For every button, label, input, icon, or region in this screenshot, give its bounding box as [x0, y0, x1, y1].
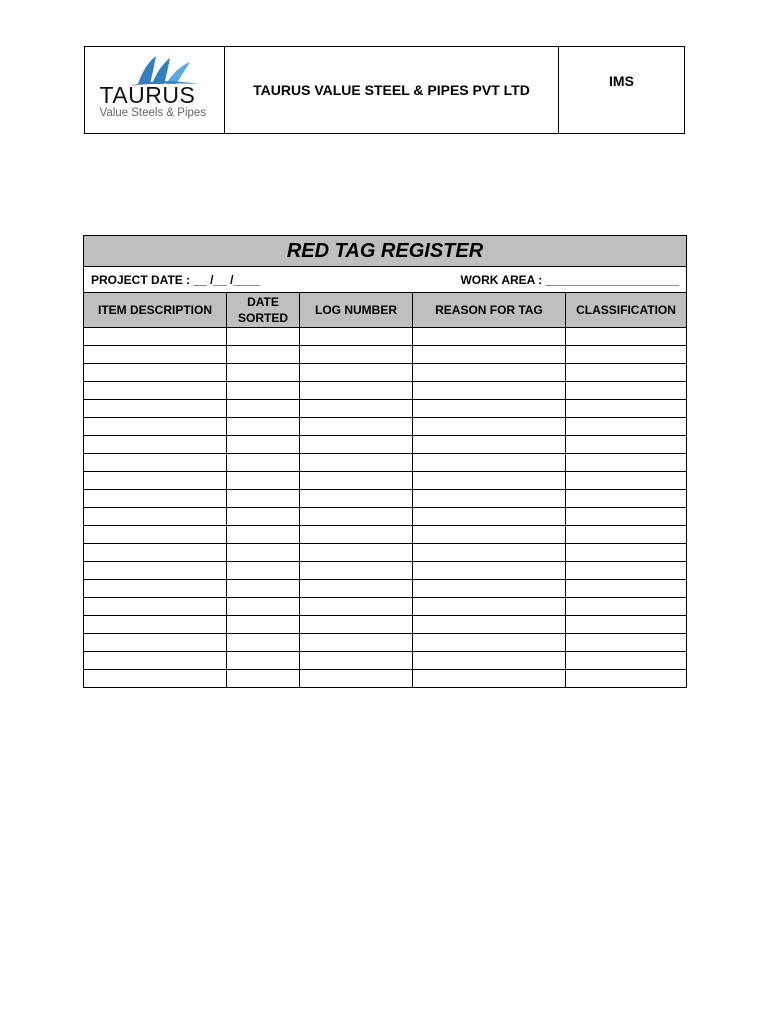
register-row	[84, 526, 687, 544]
register-row	[84, 652, 687, 670]
register-cell-date-sorted[interactable]	[227, 580, 300, 598]
register-cell-classification[interactable]	[566, 526, 687, 544]
red-tag-register-table	[83, 235, 687, 688]
register-row	[84, 544, 687, 562]
register-cell-item-description[interactable]	[84, 562, 227, 580]
register-row	[84, 490, 687, 508]
register-cell-item-description[interactable]	[84, 544, 227, 562]
register-cell-classification[interactable]	[566, 328, 687, 346]
register-cell-item-description[interactable]	[84, 634, 227, 652]
register-cell-log-number[interactable]	[300, 490, 413, 508]
register-row	[84, 670, 687, 688]
column-header-date-sorted-line1: DATE	[247, 295, 279, 309]
register-cell-classification[interactable]	[566, 400, 687, 418]
register-row	[84, 400, 687, 418]
register-cell-item-description[interactable]	[84, 580, 227, 598]
register-cell-classification[interactable]	[566, 652, 687, 670]
register-cell-log-number[interactable]	[300, 598, 413, 616]
register-cell-classification[interactable]	[566, 382, 687, 400]
register-cell-reason-for-tag[interactable]	[413, 490, 566, 508]
register-cell-date-sorted[interactable]	[227, 400, 300, 418]
register-cell-item-description[interactable]	[84, 472, 227, 490]
register-cell-item-description[interactable]	[84, 346, 227, 364]
register-cell-classification[interactable]	[566, 436, 687, 454]
register-cell-date-sorted[interactable]	[227, 472, 300, 490]
register-cell-date-sorted[interactable]	[227, 544, 300, 562]
column-header-item-description: ITEM DESCRIPTION	[84, 293, 227, 328]
logo-wordmark: TAURUS	[99, 82, 196, 108]
register-cell-date-sorted[interactable]	[227, 328, 300, 346]
register-cell-reason-for-tag[interactable]	[413, 652, 566, 670]
register-cell-log-number[interactable]	[300, 508, 413, 526]
register-row	[84, 472, 687, 490]
register-cell-log-number[interactable]	[300, 382, 413, 400]
register-cell-reason-for-tag[interactable]	[413, 418, 566, 436]
register-cell-reason-for-tag[interactable]	[413, 616, 566, 634]
register-row	[84, 454, 687, 472]
register-row	[84, 508, 687, 526]
register-body	[84, 328, 687, 688]
register-cell-log-number[interactable]	[300, 652, 413, 670]
register-cell-log-number[interactable]	[300, 436, 413, 454]
register-row	[84, 598, 687, 616]
work-area-field[interactable]: WORK AREA : ____________________	[460, 272, 680, 287]
register-cell-reason-for-tag[interactable]	[413, 328, 566, 346]
register-cell-reason-for-tag[interactable]	[413, 580, 566, 598]
register-cell-reason-for-tag[interactable]	[413, 598, 566, 616]
register-cell-reason-for-tag[interactable]	[413, 454, 566, 472]
register-cell-date-sorted[interactable]	[227, 346, 300, 364]
register-cell-item-description[interactable]	[84, 526, 227, 544]
register-cell-date-sorted[interactable]	[227, 364, 300, 382]
register-cell-date-sorted[interactable]	[227, 562, 300, 580]
register-cell-reason-for-tag[interactable]	[413, 508, 566, 526]
company-logo	[90, 50, 220, 130]
register-cell-log-number[interactable]	[300, 670, 413, 688]
logo-tagline: Value Steels & Pipes	[99, 107, 207, 119]
register-cell-classification[interactable]	[566, 544, 687, 562]
register-cell-item-description[interactable]	[84, 454, 227, 472]
register-cell-item-description[interactable]	[84, 598, 227, 616]
register-cell-log-number[interactable]	[300, 472, 413, 490]
register-cell-date-sorted[interactable]	[227, 652, 300, 670]
register-cell-log-number[interactable]	[300, 562, 413, 580]
register-row	[84, 436, 687, 454]
column-header-log-number: LOG NUMBER	[300, 293, 413, 328]
register-cell-item-description[interactable]	[84, 616, 227, 634]
column-header-date-sorted	[227, 293, 300, 328]
register-cell-date-sorted[interactable]	[227, 616, 300, 634]
register-cell-reason-for-tag[interactable]	[413, 382, 566, 400]
register-cell-date-sorted[interactable]	[227, 454, 300, 472]
register-row	[84, 382, 687, 400]
register-cell-classification[interactable]	[566, 634, 687, 652]
register-cell-item-description[interactable]	[84, 652, 227, 670]
register-cell-date-sorted[interactable]	[227, 508, 300, 526]
register-cell-log-number[interactable]	[300, 616, 413, 634]
register-row	[84, 346, 687, 364]
company-name: TAURUS VALUE STEEL & PIPES PVT LTD	[225, 47, 559, 134]
register-cell-item-description[interactable]	[84, 418, 227, 436]
column-header-classification: CLASSIFICATION	[566, 293, 687, 328]
register-cell-reason-for-tag[interactable]	[413, 634, 566, 652]
column-header-reason-for-tag: REASON FOR TAG	[413, 293, 566, 328]
register-cell-date-sorted[interactable]	[227, 598, 300, 616]
register-cell-reason-for-tag[interactable]	[413, 364, 566, 382]
register-cell-date-sorted[interactable]	[227, 634, 300, 652]
register-cell-date-sorted[interactable]	[227, 490, 300, 508]
register-cell-log-number[interactable]	[300, 328, 413, 346]
register-cell-classification[interactable]	[566, 454, 687, 472]
register-cell-item-description[interactable]	[84, 400, 227, 418]
register-cell-classification[interactable]	[566, 616, 687, 634]
register-cell-log-number[interactable]	[300, 526, 413, 544]
project-date-field[interactable]: PROJECT DATE : __ /__ /____	[91, 272, 261, 287]
register-cell-classification[interactable]	[566, 670, 687, 688]
register-cell-item-description[interactable]	[84, 328, 227, 346]
register-cell-reason-for-tag[interactable]	[413, 670, 566, 688]
register-cell-reason-for-tag[interactable]	[413, 544, 566, 562]
register-row	[84, 418, 687, 436]
register-row	[84, 634, 687, 652]
register-cell-log-number[interactable]	[300, 634, 413, 652]
register-cell-log-number[interactable]	[300, 544, 413, 562]
register-cell-reason-for-tag[interactable]	[413, 562, 566, 580]
register-cell-date-sorted[interactable]	[227, 418, 300, 436]
register-cell-log-number[interactable]	[300, 454, 413, 472]
register-title: RED TAG REGISTER	[84, 236, 687, 267]
register-cell-log-number[interactable]	[300, 364, 413, 382]
register-cell-classification[interactable]	[566, 508, 687, 526]
register-cell-classification[interactable]	[566, 364, 687, 382]
register-cell-log-number[interactable]	[300, 580, 413, 598]
register-cell-reason-for-tag[interactable]	[413, 436, 566, 454]
register-cell-classification[interactable]	[566, 562, 687, 580]
register-cell-reason-for-tag[interactable]	[413, 400, 566, 418]
register-cell-classification[interactable]	[566, 418, 687, 436]
register-cell-classification[interactable]	[566, 580, 687, 598]
register-cell-classification[interactable]	[566, 490, 687, 508]
register-row	[84, 328, 687, 346]
register-row	[84, 616, 687, 634]
register-cell-item-description[interactable]	[84, 670, 227, 688]
register-cell-classification[interactable]	[566, 598, 687, 616]
register-cell-log-number[interactable]	[300, 400, 413, 418]
register-cell-log-number[interactable]	[300, 346, 413, 364]
register-cell-reason-for-tag[interactable]	[413, 346, 566, 364]
register-cell-reason-for-tag[interactable]	[413, 472, 566, 490]
register-cell-item-description[interactable]	[84, 382, 227, 400]
logo-cell	[85, 47, 225, 134]
column-header-date-sorted-line2: SORTED	[237, 311, 288, 325]
system-code: IMS	[559, 47, 685, 134]
register-row	[84, 562, 687, 580]
document-header	[84, 46, 685, 134]
register-cell-date-sorted[interactable]	[227, 670, 300, 688]
register-cell-classification[interactable]	[566, 346, 687, 364]
register-row	[84, 580, 687, 598]
register-cell-classification[interactable]	[566, 472, 687, 490]
register-cell-item-description[interactable]	[84, 508, 227, 526]
register-cell-item-description[interactable]	[84, 490, 227, 508]
register-cell-date-sorted[interactable]	[227, 382, 300, 400]
register-cell-item-description[interactable]	[84, 364, 227, 382]
register-cell-item-description[interactable]	[84, 436, 227, 454]
register-cell-date-sorted[interactable]	[227, 436, 300, 454]
register-cell-date-sorted[interactable]	[227, 526, 300, 544]
register-cell-log-number[interactable]	[300, 418, 413, 436]
register-cell-reason-for-tag[interactable]	[413, 526, 566, 544]
register-meta-row	[84, 267, 687, 293]
register-row	[84, 364, 687, 382]
